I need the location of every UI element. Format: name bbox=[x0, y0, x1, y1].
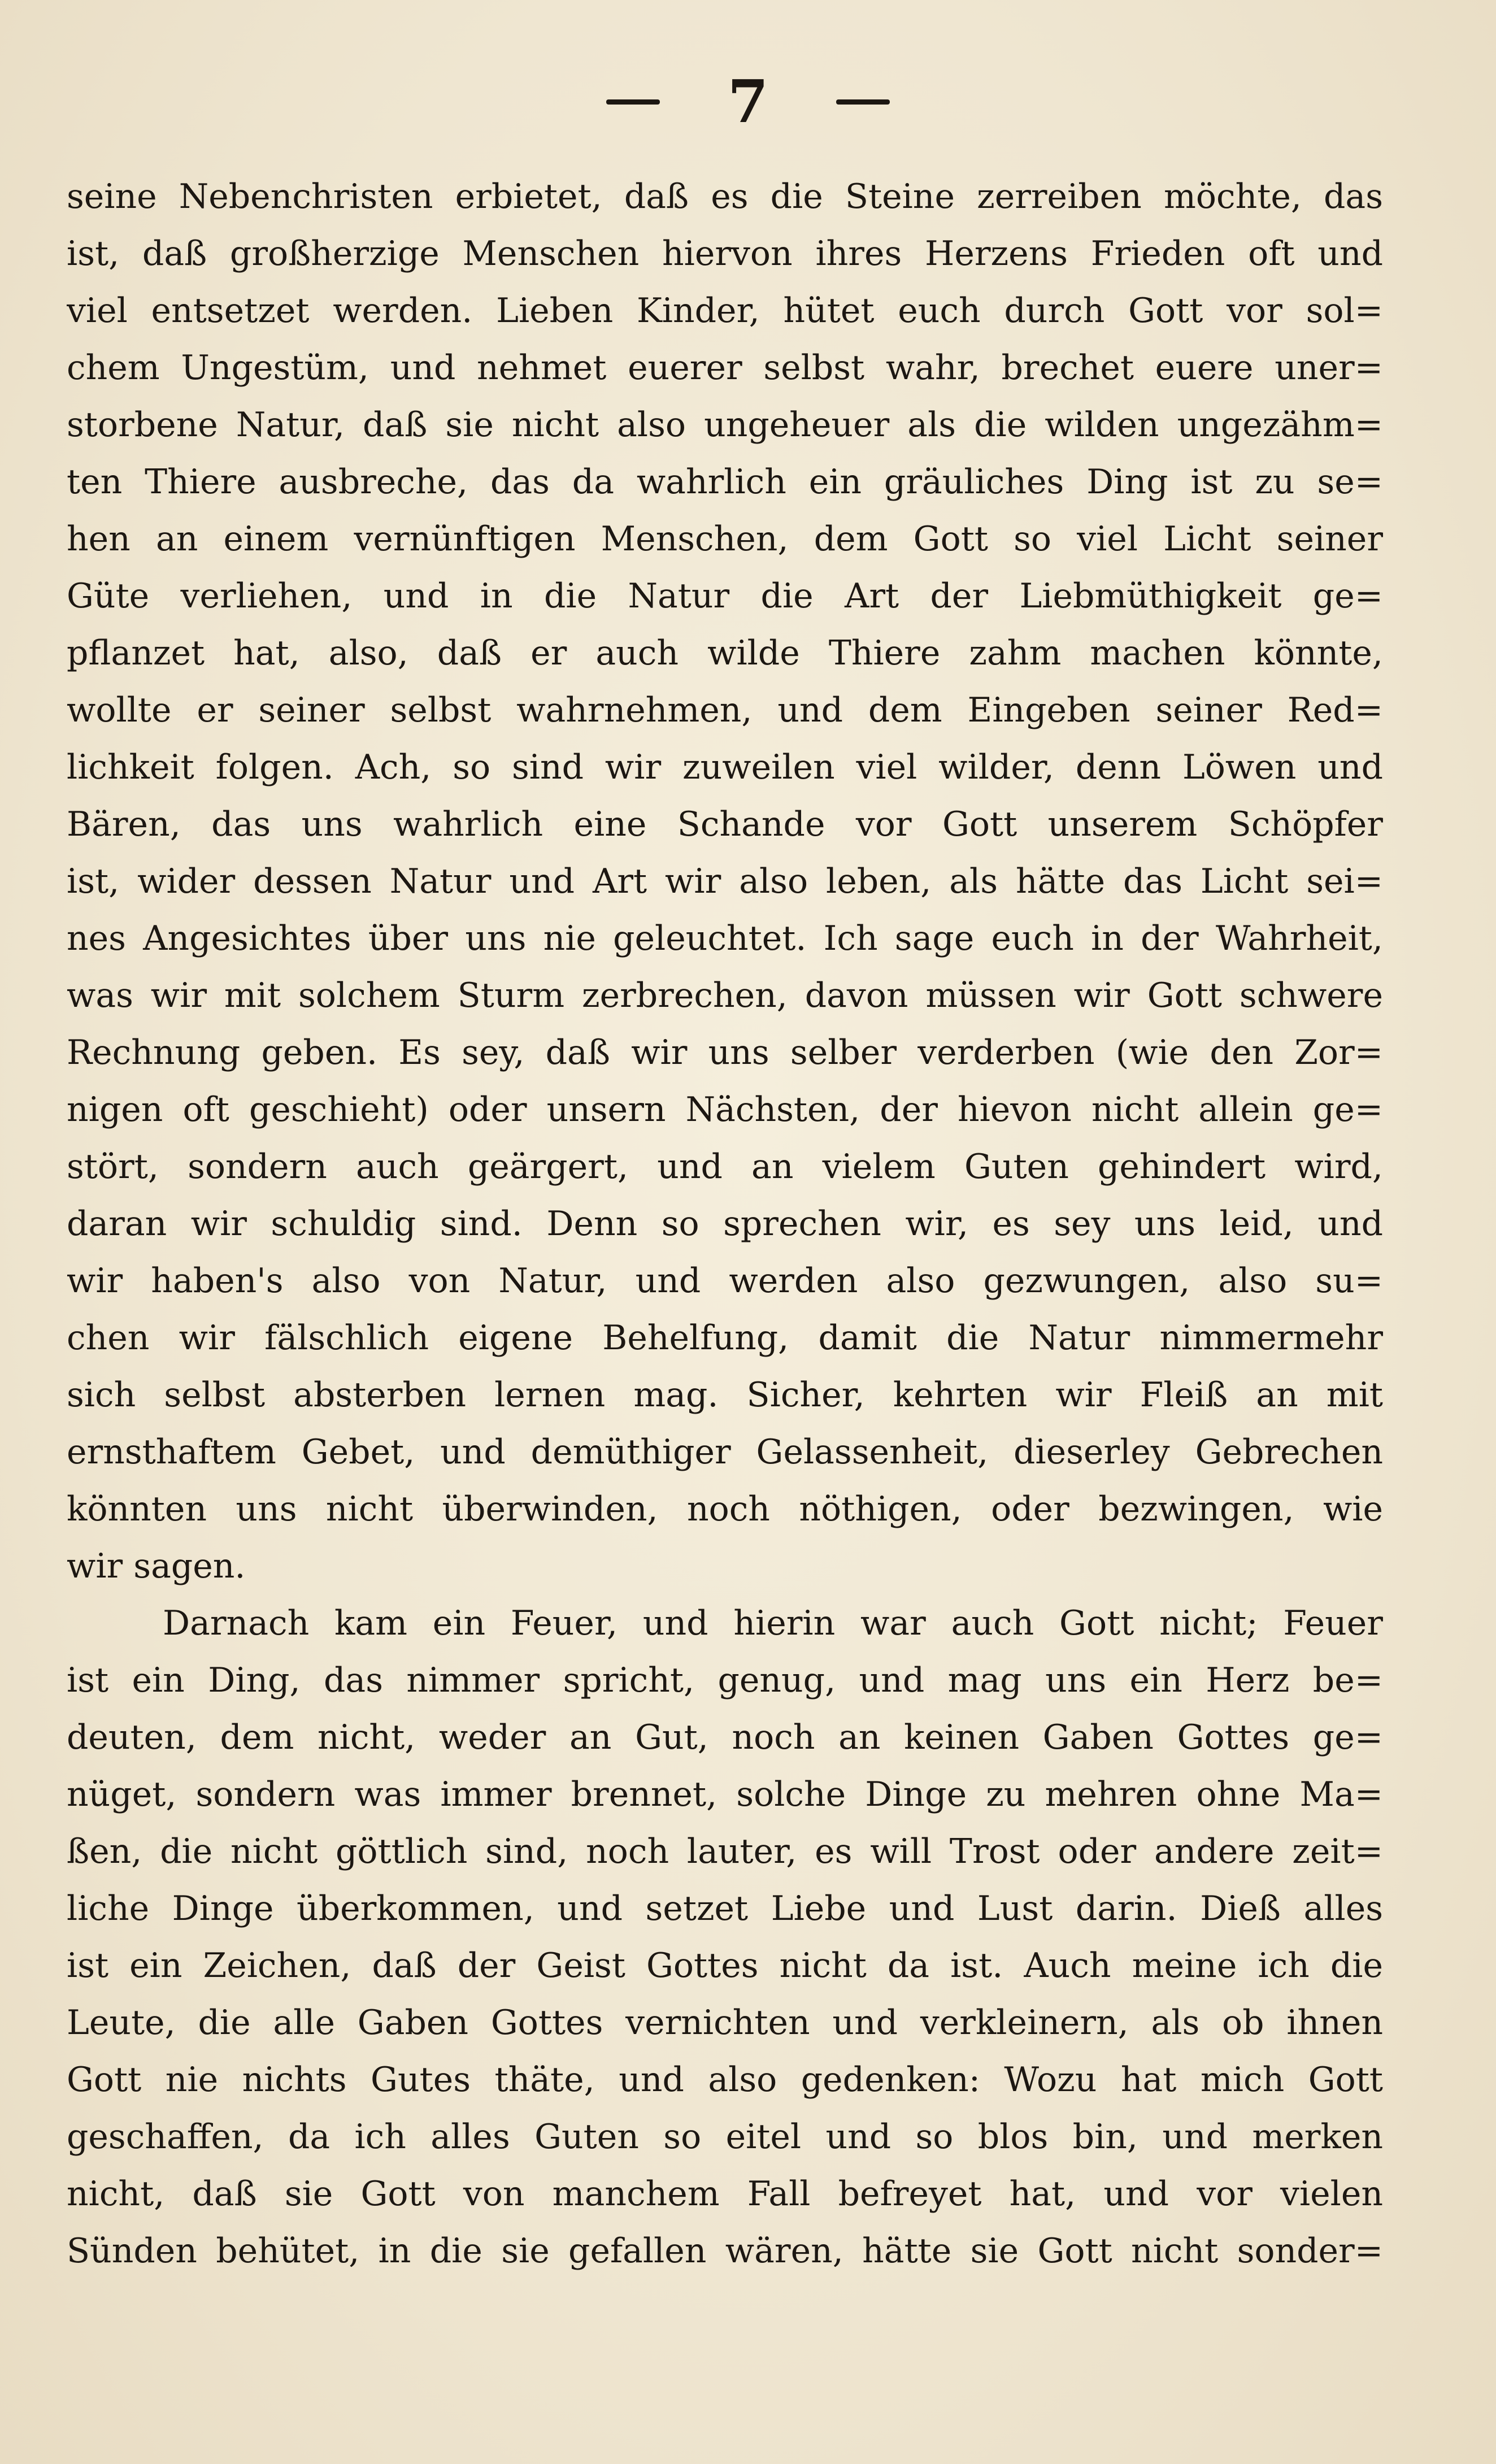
paragraph-start-line: Darnach kam ein Feuer, und hierin war auch Gott nicht; Feuer bbox=[163, 1603, 1383, 1643]
text-line: was wir mit solchem Sturm zerbrechen, davon müssen wir Gott schwere bbox=[67, 976, 1383, 1015]
text-line: storbene Natur, daß sie nicht also ungeheuer als die wilden ungezähm= bbox=[67, 405, 1383, 445]
text-line: viel entsetzet werden. Lieben Kinder, hütet euch durch Gott vor sol= bbox=[67, 291, 1383, 331]
text-line: ten Thiere ausbreche, das da wahrlich ein gräuliches Ding ist zu se= bbox=[67, 462, 1383, 502]
text-line: nes Angesichtes über uns nie geleuchtet. Ich sage euch in der Wahrheit, bbox=[67, 919, 1383, 958]
text-line: ßen, die nicht göttlich sind, noch lauter, es will Trost oder andere zeit= bbox=[67, 1832, 1383, 1871]
text-line: ist ein Zeichen, daß der Geist Gottes nicht da ist. Auch meine ich die bbox=[67, 1946, 1383, 1985]
page-header bbox=[0, 68, 1496, 136]
text-line: seine Nebenchristen erbietet, daß es die Steine zerreiben möchte, das bbox=[67, 177, 1383, 216]
text-line: Sünden behütet, in die sie gefallen wären, hätte sie Gott nicht sonder= bbox=[67, 2231, 1383, 2271]
text-line: Leute, die alle Gaben Gottes vernichten und verkleinern, als ob ihnen bbox=[67, 2003, 1383, 2043]
text-line: ist, daß großherzige Menschen hiervon ihres Herzens Frieden oft und bbox=[67, 234, 1383, 273]
text-line: deuten, dem nicht, weder an Gut, noch an keinen Gaben Gottes ge= bbox=[67, 1718, 1383, 1757]
text-line: nigen oft geschieht) oder unsern Nächsten, der hievon nicht allein ge= bbox=[67, 1090, 1383, 1129]
text-line: Rechnung geben. Es sey, daß wir uns selber verderben (wie den Zor= bbox=[67, 1033, 1383, 1072]
text-line: geschaffen, da ich alles Guten so eitel und so blos bin, und merken bbox=[67, 2117, 1383, 2157]
body-text bbox=[67, 168, 1383, 2280]
header-dash-right bbox=[836, 99, 890, 105]
page-number: 7 bbox=[727, 67, 769, 136]
text-line: chen wir fälschlich eigene Behelfung, damit die Natur nimmermehr bbox=[67, 1318, 1383, 1358]
text-line: wollte er seiner selbst wahrnehmen, und dem Eingeben seiner Red= bbox=[67, 690, 1383, 730]
header-dash-left bbox=[606, 99, 660, 105]
text-line: nüget, sondern was immer brennet, solche Dinge zu mehren ohne Ma= bbox=[67, 1775, 1383, 1814]
text-line: pflanzet hat, also, daß er auch wilde Thiere zahm machen könnte, bbox=[67, 633, 1383, 673]
text-line: hen an einem vernünftigen Menschen, dem Gott so viel Licht seiner bbox=[67, 519, 1383, 559]
text-line: lichkeit folgen. Ach, so sind wir zuweilen viel wilder, denn Löwen und bbox=[67, 748, 1383, 787]
text-line: ist ein Ding, das nimmer spricht, genug, und mag uns ein Herz be= bbox=[67, 1661, 1383, 1700]
text-line: Güte verliehen, und in die Natur die Art der Liebmüthigkeit ge= bbox=[67, 576, 1383, 616]
text-line: wir haben's also von Natur, und werden also gezwungen, also su= bbox=[67, 1261, 1383, 1301]
text-line: stört, sondern auch geärgert, und an vielem Guten gehindert wird, bbox=[67, 1147, 1383, 1187]
text-line: ist, wider dessen Natur und Art wir also leben, als hätte das Licht sei= bbox=[67, 862, 1383, 901]
text-line: könnten uns nicht überwinden, noch nöthigen, oder bezwingen, wie bbox=[67, 1489, 1383, 1529]
text-line: nicht, daß sie Gott von manchem Fall befreyet hat, und vor vielen bbox=[67, 2174, 1383, 2214]
text-line: ernsthaftem Gebet, und demüthiger Gelassenheit, dieserley Gebrechen bbox=[67, 1432, 1383, 1472]
text-line: Gott nie nichts Gutes thäte, und also gedenken: Wozu hat mich Gott bbox=[67, 2060, 1383, 2100]
text-line: Bären, das uns wahrlich eine Schande vor Gott unserem Schöpfer bbox=[67, 805, 1383, 844]
paragraph-end-line: wir sagen. bbox=[67, 1546, 246, 1586]
text-line: daran wir schuldig sind. Denn so sprechen wir, es sey uns leid, und bbox=[67, 1204, 1383, 1244]
text-line: sich selbst absterben lernen mag. Sicher, kehrten wir Fleiß an mit bbox=[67, 1375, 1383, 1415]
text-line: chem Ungestüm, und nehmet euerer selbst wahr, brechet euere uner= bbox=[67, 348, 1383, 388]
text-line: liche Dinge überkommen, und setzet Liebe und Lust darin. Dieß alles bbox=[67, 1889, 1383, 1928]
